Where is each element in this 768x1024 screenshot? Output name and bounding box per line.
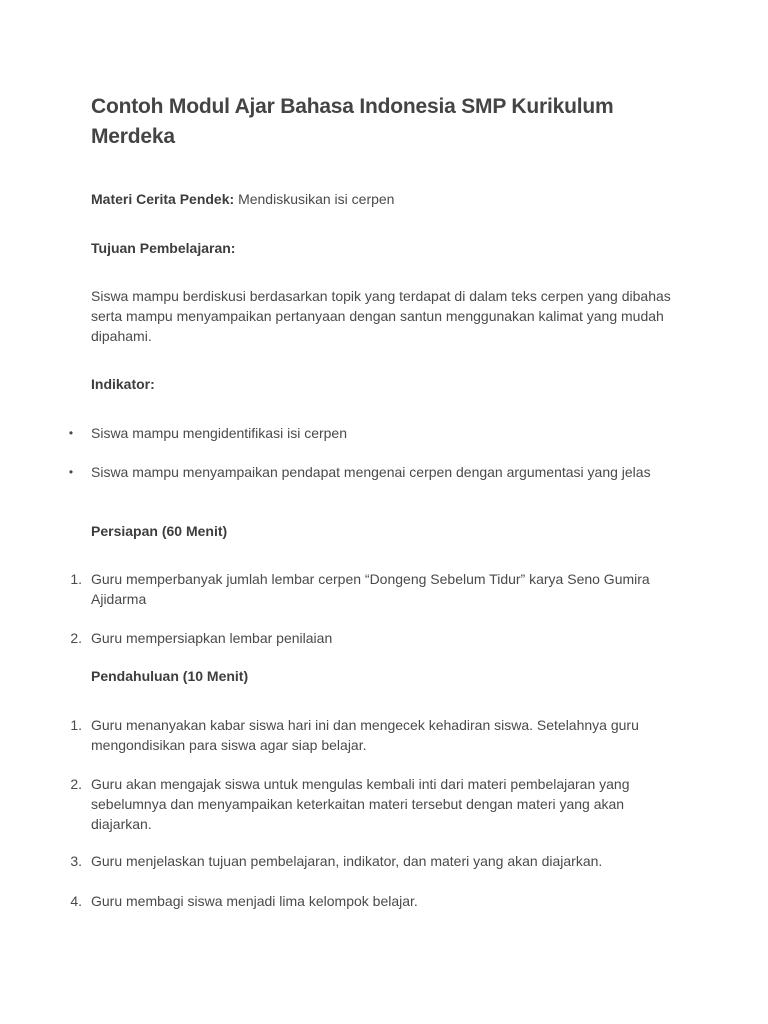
pendahuluan-item-text: Guru menanyakan kabar siswa hari ini dan mengecek kehadiran siswa. Setelahnya guru mengondisikan para siswa agar siap belajar. <box>91 717 639 753</box>
pendahuluan-item-text: Guru membagi siswa menjadi lima kelompok belajar. <box>91 893 418 909</box>
pendahuluan-heading: Pendahuluan (10 Menit) <box>91 668 249 684</box>
persiapan-item-text: Guru mempersiapkan lembar penilaian <box>91 630 333 646</box>
indikator-item-text: Siswa mampu menyampaikan pendapat mengenai cerpen dengan argumentasi yang jelas <box>91 464 651 480</box>
tujuan-heading: Tujuan Pembelajaran: <box>91 240 236 256</box>
pendahuluan-item-text: Guru menjelaskan tujuan pembelajaran, indikator, dan materi yang akan diajarkan. <box>91 853 603 869</box>
document-title: Contoh Modul Ajar Bahasa Indonesia SMP Kurikulum Merdeka <box>91 95 614 148</box>
materi-line <box>91 189 681 209</box>
persiapan-item-text: Guru memperbanyak jumlah lembar cerpen “Dongeng Sebelum Tidur” karya Seno Gumira Ajidarma <box>91 571 650 607</box>
number-marker: 3. <box>70 853 82 869</box>
materi-value: Mendiskusikan isi cerpen <box>238 191 395 207</box>
bullet-marker: • <box>68 426 74 440</box>
tujuan-text: Siswa mampu berdiskusi berdasarkan topik yang terdapat di dalam teks cerpen yang dibahas serta mampu menyampaikan pertanyaan dengan santun menggunakan kalimat yang mudah dipahami. <box>91 288 671 344</box>
materi-label: Materi Cerita Pendek: <box>91 191 235 207</box>
indikator-item-text: Siswa mampu mengidentifikasi isi cerpen <box>91 425 347 441</box>
number-marker: 2. <box>70 776 82 792</box>
pendahuluan-item-text: Guru akan mengajak siswa untuk mengulas kembali inti dari materi pembelajaran yang sebelumnya dan menyampaikan keterkaitan materi tersebut dengan materi yang akan diajarkan. <box>91 776 630 832</box>
persiapan-heading: Persiapan (60 Menit) <box>91 523 228 539</box>
number-marker: 4. <box>70 893 82 909</box>
indikator-heading: Indikator: <box>91 376 155 392</box>
number-marker: 1. <box>70 717 82 733</box>
number-marker: 1. <box>70 571 82 587</box>
number-marker: 2. <box>70 630 82 646</box>
bullet-marker: • <box>68 465 74 479</box>
